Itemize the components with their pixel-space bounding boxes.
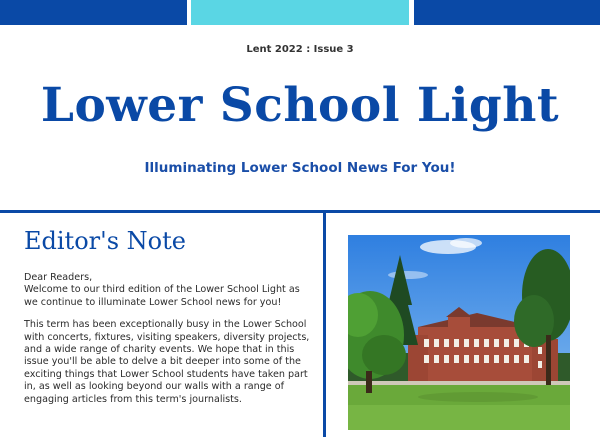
column-divider xyxy=(323,210,326,437)
editors-note-intro xyxy=(24,272,312,309)
editors-note-greeting: Dear Readers, xyxy=(24,272,93,283)
editors-note-body xyxy=(24,272,312,416)
newsletter-tagline: Illuminating Lower School News For You! xyxy=(144,160,456,176)
newsletter-title: Lower School Light xyxy=(40,78,560,133)
editors-note-paragraph-1: Welcome to our third edition of the Lower School Light as we continue to illuminate Lower School news for you! xyxy=(24,284,300,308)
school-building-photo xyxy=(348,235,570,430)
header-bar-left xyxy=(0,0,187,25)
editors-note-heading: Editor's Note xyxy=(24,227,186,255)
editors-note-paragraph-2: This term has been exceptionally busy in the Lower School with concerts, fixtures, visiting speakers, diversity projects, and a wide range of charity events. We hope that in this issue you'll be able to delve a bit deeper into some of the exciting things that Lower School students have taken part in, as well as looking beyond our walls with a range of engaging articles from this term's journalists. xyxy=(24,319,310,405)
horizontal-divider xyxy=(0,210,600,213)
header-bar-right xyxy=(414,0,600,25)
header-bar-center xyxy=(191,0,409,25)
issue-line: Lent 2022 : Issue 3 xyxy=(246,44,354,55)
